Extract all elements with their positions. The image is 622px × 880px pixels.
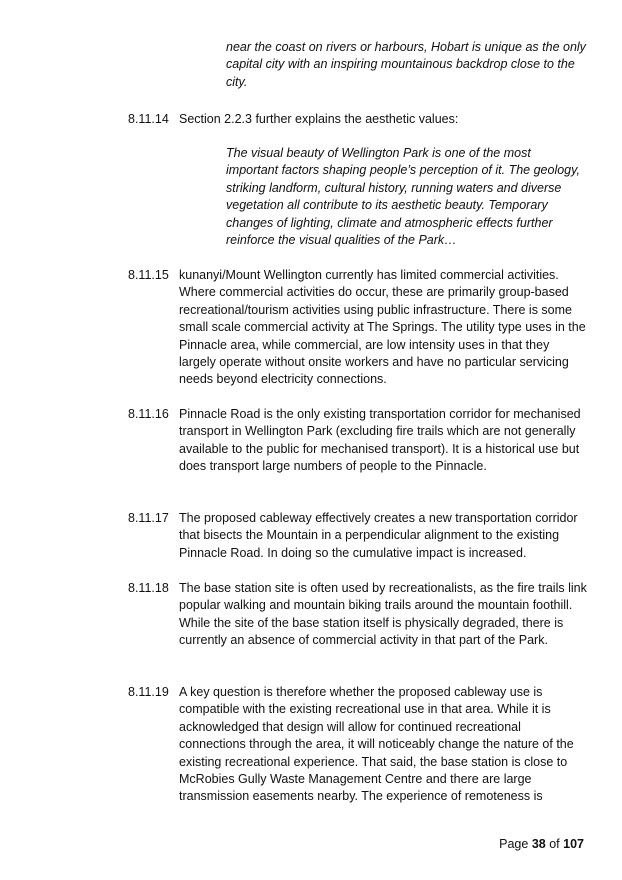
page-footer [499,836,584,852]
paragraph-8-11-19 [128,684,588,806]
paragraph-text: The base station site is often used by recreationalists, as the fire trails link popular walking and mountain biking trails around the mountain foothill. While the site of the base station itself is physically degraded, there is currently an absence of commercial activity in that part of the Park. [179,581,587,648]
paragraph-8-11-16 [128,406,588,476]
paragraph-text: A key question is therefore whether the proposed cableway use is compatible with the existing recreational use in that area. While it is acknowledged that design will allow for continued recreational connections through the area, it will noticeably change the nature of the existing recreational experience. That said, the base station is close to McRobies Gully Waste Management Centre and there are large transmission easements nearby. The experience of remoteness is [179,685,574,804]
paragraph-text: The proposed cableway effectively creates a new transportation corridor that bisects the Mountain in a perpendicular alignment to the existing Pinnacle Road. In doing so the cumulative impact is increased. [179,511,578,560]
aesthetic-values-quote: The visual beauty of Wellington Park is one of the most important factors shaping people’s perception of it. The geology, striking landform, cultural history, running waters and diverse vegetation all contribute to its aesthetic beauty. Temporary changes of lighting, climate and atmospheric effects further reinforce the visual qualities of the Park… [226,146,580,248]
paragraph-number: 8.11.17 [128,511,169,525]
paragraph-8-11-15 [128,267,588,389]
paragraph-text: kunanyi/Mount Wellington currently has limited commercial activities. Where commercial activities do occur, these are primarily group-based recreational/tourism activities using public infrastructure. There is some small scale commercial activity at The Springs. The utility type uses in the Pinnacle area, while commercial, are low intensity uses in that they largely operate without onsite workers and have no particular servicing needs beyond electricity connections. [179,268,586,387]
paragraph-number: 8.11.18 [128,581,169,595]
paragraph-number: 8.11.14 [128,112,169,126]
of-label: of [549,837,560,851]
paragraph-number: 8.11.15 [128,268,169,282]
paragraph-text: Section 2.2.3 further explains the aesthetic values: [179,112,459,126]
paragraph-number: 8.11.16 [128,407,169,421]
current-page-number: 38 [531,837,546,851]
total-pages-number: 107 [563,837,584,851]
paragraph-8-11-14 [128,111,588,128]
paragraph-8-11-18 [128,580,588,650]
quote-continuation: near the coast on rivers or harbours, Hobart is unique as the only capital city with an inspiring mountainous backdrop close to the city. [226,40,586,89]
page-label: Page [499,837,529,851]
paragraph-8-11-17 [128,510,588,562]
paragraph-number: 8.11.19 [128,685,169,699]
paragraph-text: Pinnacle Road is the only existing transportation corridor for mechanised transport in Wellington Park (excluding fire trails which are not generally available to the public for mechanised transport). It is a historical use but does transport large numbers of people to the Pinnacle. [179,407,581,474]
